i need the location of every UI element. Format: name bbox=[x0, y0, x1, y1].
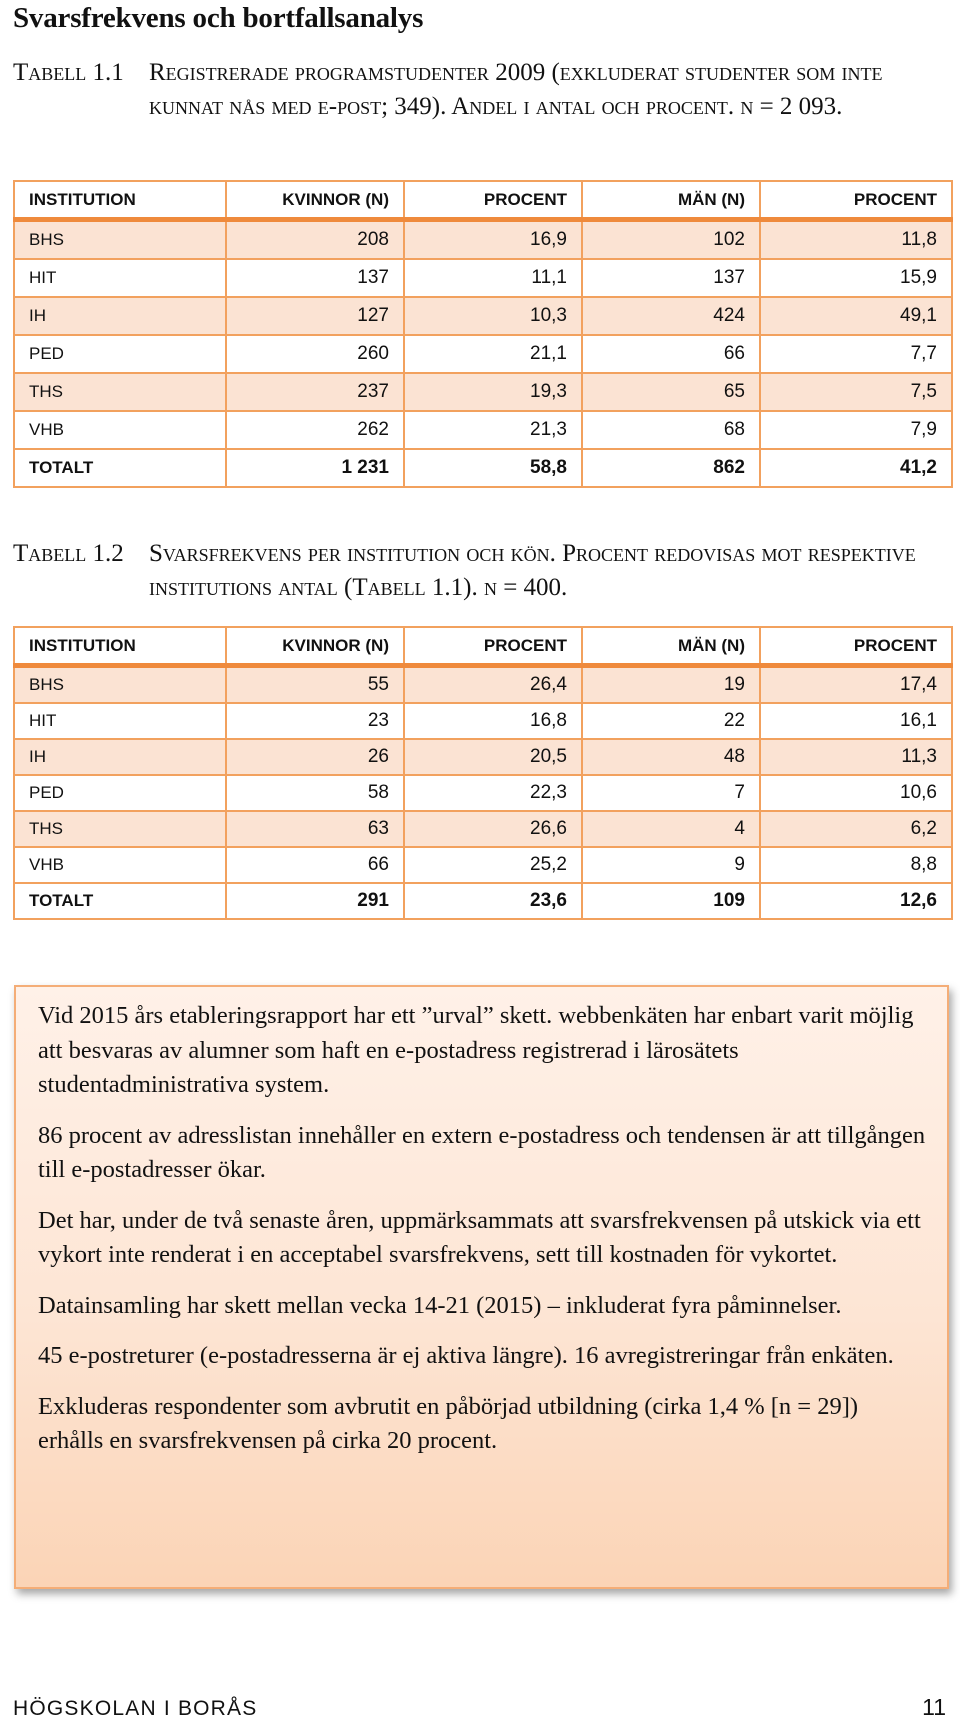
cell-women-n: 208 bbox=[226, 220, 404, 260]
table-row bbox=[14, 703, 952, 739]
cell-total-label: TOTALT bbox=[14, 883, 226, 919]
cell-women-n: 127 bbox=[226, 297, 404, 335]
cell-institution: PED bbox=[14, 775, 226, 811]
cell-women-percent: 21,1 bbox=[404, 335, 582, 373]
cell-total-women-percent: 23,6 bbox=[404, 883, 582, 919]
cell-men-n: 424 bbox=[582, 297, 760, 335]
cell-men-percent: 11,3 bbox=[760, 739, 952, 775]
cell-institution: HIT bbox=[14, 703, 226, 739]
col-header-men-percent: PROCENT bbox=[760, 181, 952, 220]
cell-total-women-n: 291 bbox=[226, 883, 404, 919]
col-header-men-percent: PROCENT bbox=[760, 627, 952, 666]
cell-women-n: 237 bbox=[226, 373, 404, 411]
cell-men-n: 68 bbox=[582, 411, 760, 449]
cell-total-men-percent: 41,2 bbox=[760, 449, 952, 487]
cell-men-percent: 7,5 bbox=[760, 373, 952, 411]
table-row bbox=[14, 847, 952, 883]
cell-institution: BHS bbox=[14, 666, 226, 704]
table-row bbox=[14, 775, 952, 811]
table-row bbox=[14, 335, 952, 373]
footer-institution: HÖGSKOLAN I BORÅS bbox=[13, 1697, 258, 1720]
cell-total-men-percent: 12,6 bbox=[760, 883, 952, 919]
cell-women-percent: 19,3 bbox=[404, 373, 582, 411]
cell-women-n: 63 bbox=[226, 811, 404, 847]
table-row bbox=[14, 811, 952, 847]
cell-women-n: 55 bbox=[226, 666, 404, 704]
cell-women-percent: 26,4 bbox=[404, 666, 582, 704]
note-paragraph: 86 procent av adresslistan innehåller en extern e-postadress och tendensen är att tillgången till e-postadresser ökar. bbox=[38, 1121, 926, 1183]
cell-men-percent: 6,2 bbox=[760, 811, 952, 847]
cell-men-percent: 10,6 bbox=[760, 775, 952, 811]
cell-women-percent: 20,5 bbox=[404, 739, 582, 775]
table-row bbox=[14, 259, 952, 297]
cell-men-n: 137 bbox=[582, 259, 760, 297]
cell-men-percent: 7,7 bbox=[760, 335, 952, 373]
col-header-institution: INSTITUTION bbox=[14, 627, 226, 666]
col-header-men-n: MÄN (N) bbox=[582, 627, 760, 666]
col-header-women-n: KVINNOR (N) bbox=[226, 181, 404, 220]
table-total-row bbox=[14, 883, 952, 919]
table-row bbox=[14, 666, 952, 704]
col-header-women-n: KVINNOR (N) bbox=[226, 627, 404, 666]
table1-caption bbox=[13, 56, 943, 124]
cell-institution: BHS bbox=[14, 220, 226, 260]
cell-men-n: 102 bbox=[582, 220, 760, 260]
cell-total-men-n: 862 bbox=[582, 449, 760, 487]
table-row bbox=[14, 297, 952, 335]
cell-institution: VHB bbox=[14, 411, 226, 449]
table-total-row bbox=[14, 449, 952, 487]
response-rate-table bbox=[13, 626, 953, 920]
note-paragraph: 45 e-postreturer (e-postadresserna är ej aktiva längre). 16 avregistreringar från enkäten. bbox=[38, 1342, 894, 1369]
table1-caption-text: Registrerade programstudenter 2009 (exkluderat studenter som inte kunnat nås med e-post; 349). Andel i antal och procent. n = 2 093. bbox=[149, 59, 883, 120]
cell-men-n: 4 bbox=[582, 811, 760, 847]
cell-women-n: 137 bbox=[226, 259, 404, 297]
cell-women-n: 260 bbox=[226, 335, 404, 373]
cell-women-n: 262 bbox=[226, 411, 404, 449]
table-row bbox=[14, 739, 952, 775]
cell-total-women-percent: 58,8 bbox=[404, 449, 582, 487]
cell-total-men-n: 109 bbox=[582, 883, 760, 919]
method-notes-box bbox=[14, 985, 949, 1589]
cell-women-n: 26 bbox=[226, 739, 404, 775]
cell-women-percent: 25,2 bbox=[404, 847, 582, 883]
table-header-row bbox=[14, 627, 952, 666]
cell-institution: IH bbox=[14, 297, 226, 335]
table2-caption-text: Svarsfrekvens per institution och kön. Procent redovisas mot respektive institutions antal (Tabell 1.1). n = 400. bbox=[149, 540, 916, 601]
cell-men-n: 22 bbox=[582, 703, 760, 739]
cell-institution: THS bbox=[14, 373, 226, 411]
col-header-men-n: MÄN (N) bbox=[582, 181, 760, 220]
cell-women-percent: 22,3 bbox=[404, 775, 582, 811]
note-paragraph: Det har, under de två senaste åren, uppmärksammats att svarsfrekvensen på utskick via ett vykort inte renderat i en acceptabel svarsfrekvens, sett till kostnaden för vykortet. bbox=[38, 1206, 921, 1268]
cell-total-label: TOTALT bbox=[14, 449, 226, 487]
note-paragraph: Exkluderas respondenter som avbrutit en påbörjad utbildning (cirka 1,4 % [n = 29]) erhålls en svarsfrekvensen på cirka 20 procent. bbox=[38, 1392, 859, 1454]
cell-men-percent: 7,9 bbox=[760, 411, 952, 449]
cell-men-n: 9 bbox=[582, 847, 760, 883]
col-header-women-percent: PROCENT bbox=[404, 181, 582, 220]
cell-institution: HIT bbox=[14, 259, 226, 297]
table1-caption-number: Tabell 1.1 bbox=[13, 59, 124, 86]
cell-men-percent: 15,9 bbox=[760, 259, 952, 297]
cell-women-percent: 16,9 bbox=[404, 220, 582, 260]
table2-caption-number: Tabell 1.2 bbox=[13, 540, 124, 567]
col-header-institution: INSTITUTION bbox=[14, 181, 226, 220]
cell-men-n: 19 bbox=[582, 666, 760, 704]
cell-men-n: 7 bbox=[582, 775, 760, 811]
cell-women-n: 66 bbox=[226, 847, 404, 883]
cell-men-percent: 8,8 bbox=[760, 847, 952, 883]
table-row bbox=[14, 220, 952, 260]
cell-men-percent: 49,1 bbox=[760, 297, 952, 335]
note-paragraph: Datainsamling har skett mellan vecka 14-21 (2015) – inkluderat fyra påminnelser. bbox=[38, 1291, 842, 1319]
cell-men-percent: 16,1 bbox=[760, 703, 952, 739]
col-header-women-percent: PROCENT bbox=[404, 627, 582, 666]
cell-women-percent: 11,1 bbox=[404, 259, 582, 297]
cell-institution: VHB bbox=[14, 847, 226, 883]
cell-women-percent: 10,3 bbox=[404, 297, 582, 335]
cell-women-percent: 16,8 bbox=[404, 703, 582, 739]
note-paragraph: Vid 2015 års etableringsrapport har ett ”urval” skett. webbenkäten har enbart varit möjlig att besvaras av alumner som haft en e-postadress registrerad i lärosätets studentadministrativa system. bbox=[38, 1002, 914, 1098]
cell-institution: PED bbox=[14, 335, 226, 373]
table-row bbox=[14, 373, 952, 411]
cell-men-n: 66 bbox=[582, 335, 760, 373]
cell-women-n: 23 bbox=[226, 703, 404, 739]
cell-institution: THS bbox=[14, 811, 226, 847]
table2-caption bbox=[13, 537, 943, 605]
cell-men-percent: 17,4 bbox=[760, 666, 952, 704]
cell-total-women-n: 1 231 bbox=[226, 449, 404, 487]
table-header-row bbox=[14, 181, 952, 220]
cell-men-n: 48 bbox=[582, 739, 760, 775]
cell-men-n: 65 bbox=[582, 373, 760, 411]
table-row bbox=[14, 411, 952, 449]
page-heading: Svarsfrekvens och bortfallsanalys bbox=[13, 2, 424, 34]
footer-page-number: 11 bbox=[922, 1694, 946, 1720]
registered-students-table bbox=[13, 180, 953, 488]
cell-women-n: 58 bbox=[226, 775, 404, 811]
cell-women-percent: 26,6 bbox=[404, 811, 582, 847]
cell-women-percent: 21,3 bbox=[404, 411, 582, 449]
cell-men-percent: 11,8 bbox=[760, 220, 952, 260]
cell-institution: IH bbox=[14, 739, 226, 775]
